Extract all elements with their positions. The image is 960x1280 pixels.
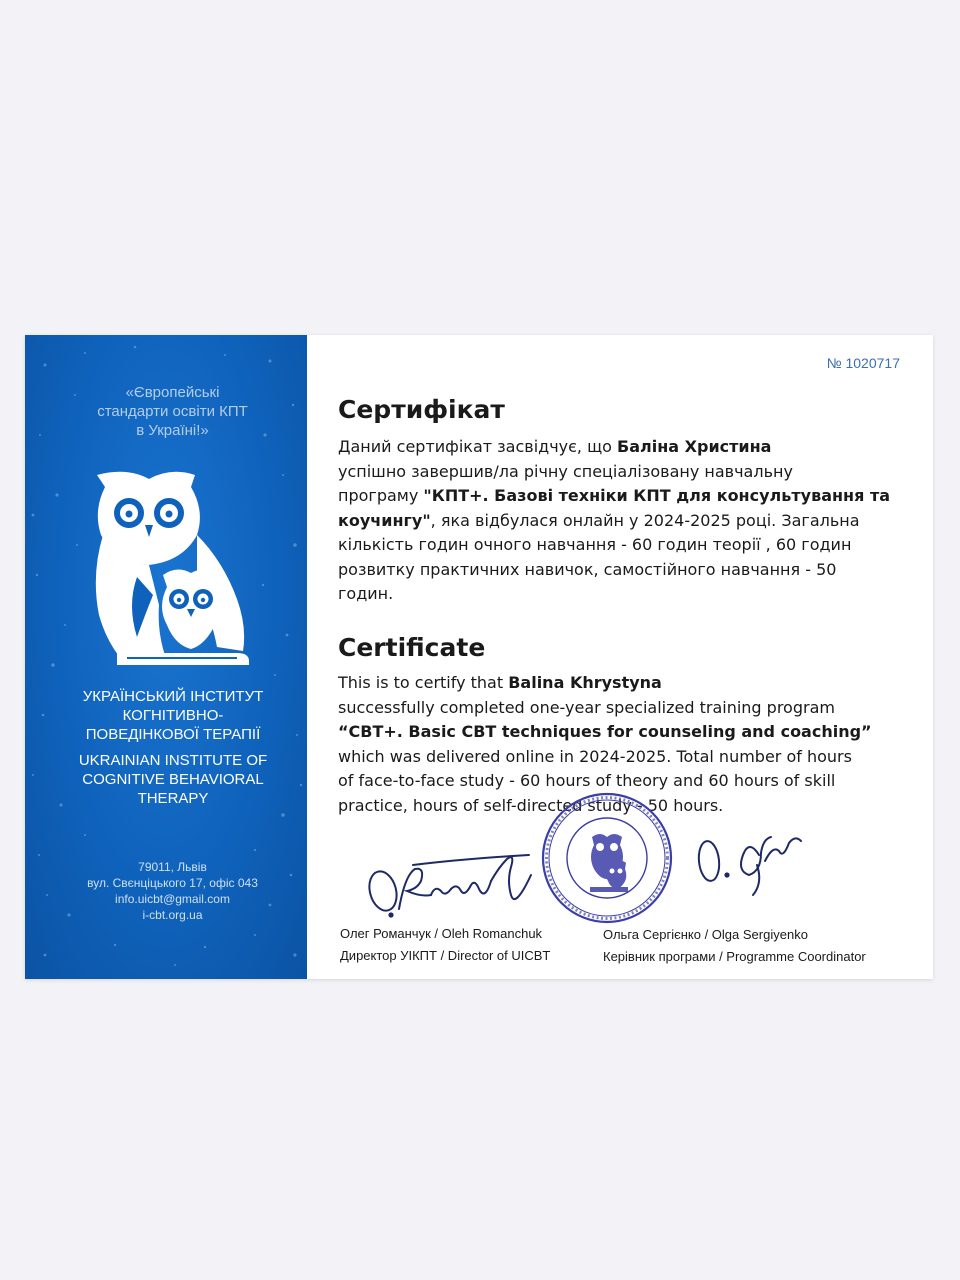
romanchuk-signature-icon bbox=[361, 845, 536, 925]
motto: «Європейські стандарти освіти КПТ в Україні!» bbox=[97, 384, 248, 439]
owls-on-book-icon bbox=[87, 465, 255, 665]
program-name-en: “CBT+. Basic CBT techniques for counseling and coaching” bbox=[338, 722, 872, 741]
recipient-name-en: Balina Khrystyna bbox=[508, 673, 662, 692]
official-seal-icon bbox=[540, 791, 674, 925]
email-link[interactable]: info.uicbt@gmail.com bbox=[115, 892, 230, 906]
website-link[interactable]: i-cbt.org.ua bbox=[142, 908, 203, 922]
signer-coordinator: Ольга Сергієнко / Olga Sergiyenko Керівник програми / Programme Coordinator bbox=[603, 927, 866, 964]
institute-name-en: UKRAINIAN INSTITUTE OF COGNITIVE BEHAVIORAL THERAPY bbox=[78, 752, 268, 807]
title-en: Certificate bbox=[338, 633, 486, 662]
recipient-name-ua: Баліна Христина bbox=[617, 437, 772, 456]
title-ua: Сертифікат bbox=[338, 395, 505, 424]
body-text-ua: Даний сертифікат засвідчує, що Баліна Христина успішно завершив/ла річну спеціалізовану навчальну програму "КПТ+. Базові техніки КПТ для консультування та коучингу", яка відбулася онлайн у 2024-2025 році. Загальна кількість годин очного навчання - 60 годин теорії , 60 годин розвитку практичних навичок, самостійного навчання - 50 годин. bbox=[338, 437, 891, 603]
signer-director: Олег Романчук / Oleh Romanchuk Директор УІКПТ / Director of UICBT bbox=[340, 926, 551, 963]
program-name-ua: "КПТ+. Базові техніки КПТ для консультування та bbox=[423, 486, 891, 505]
certificate bbox=[25, 335, 933, 979]
body-text-en: This is to certify that Balina Khrystyna successfully completed one-year specialized training program “CBT+. Basic CBT techniques for counseling and coaching” which was delivered online in 2024-2025. Total number of hours of face-to-face study - 60 hours of theory and 60 hours of skill practice, hours of self-directed study - 50 hours. bbox=[338, 673, 872, 815]
left-brand-panel bbox=[25, 335, 307, 979]
contact-address: 79011, Львів вул. Свєнціцького 17, офіс 043 info.uicbt@gmail.com i-cbt.org.ua bbox=[65, 859, 280, 923]
institute-name-ua: УКРАЇНСЬКИЙ ІНСТИТУТ КОГНІТИВНО- ПОВЕДІНКОВОЇ ТЕРАПІЇ bbox=[82, 688, 264, 743]
certificate-number: № 1020717 bbox=[826, 355, 900, 371]
sergiyenko-signature-icon bbox=[693, 825, 805, 897]
